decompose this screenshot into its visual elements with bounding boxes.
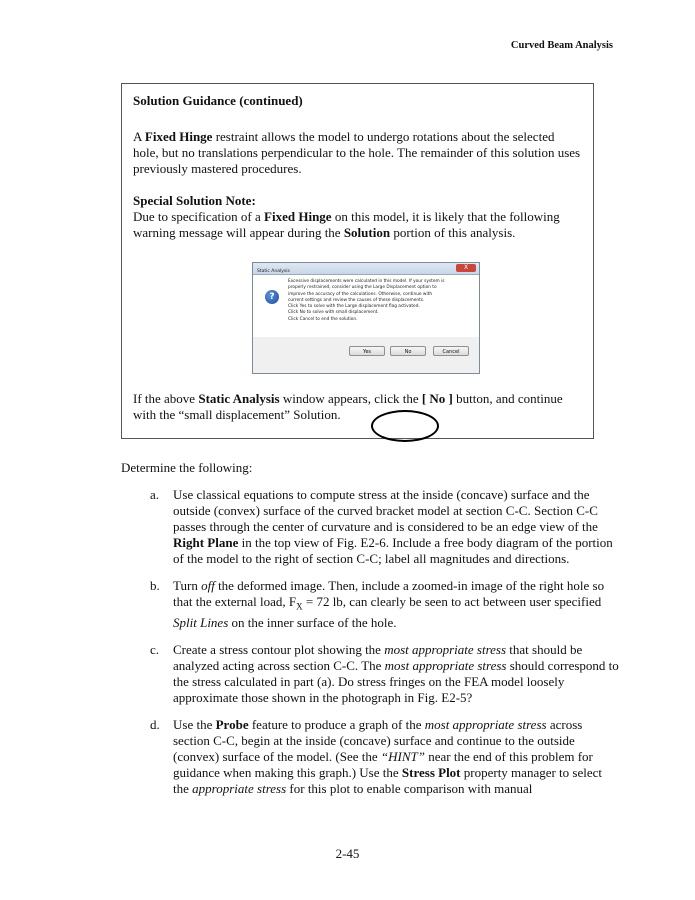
message-line: Click Yes to solve with the Large displacement flag activated. <box>288 304 420 310</box>
item-letter: d. <box>150 716 160 732</box>
term-split-lines: Split Lines <box>173 614 229 630</box>
item-text: Use classical equations to compute stress at the inside (concave) surface and the outside (convex) surface of the curved bracket model at section C-C. Section C-C passes through the center of curvature and is considered to be an edge view of the Right Plane in the top view of Fig. E2-6. Include a free body diagram of the portion of the model to the right of section C-C; label all magnitudes and directions. <box>173 487 613 566</box>
list-item <box>150 487 620 567</box>
term-fixed-hinge: Fixed Hinge <box>264 209 332 224</box>
term-appropriate-stress: appropriate stress <box>192 780 287 796</box>
dialog-body <box>253 275 479 337</box>
special-note-paragraph: Due to specification of a Fixed Hinge on this model, it is likely that the following warning message will appear during the Solution portion of this analysis. <box>133 209 560 240</box>
message-line: Click Cancel to end the solution. <box>288 316 358 322</box>
term-most-appropriate-stress: most appropriate stress <box>424 716 547 732</box>
list-item <box>150 578 620 631</box>
term-static-analysis: Static Analysis <box>198 391 280 406</box>
close-icon[interactable]: X <box>456 264 476 272</box>
dialog-message <box>288 279 468 323</box>
term-right-plane: Right Plane <box>173 535 239 550</box>
solution-guidance-box <box>121 83 594 439</box>
term-stress-plot: Stress Plot <box>401 764 461 780</box>
message-line: Excessive displacements were calculated in this model. If your system is <box>288 279 445 284</box>
message-line: current settings and review the causes of these displacements. <box>288 297 425 303</box>
message-line: Click No to solve with small displacement. <box>288 310 379 316</box>
task-list <box>150 487 620 808</box>
term-most-appropriate-stress: most appropriate stress <box>384 641 507 657</box>
item-text: Turn off the deformed image. Then, include a zoomed-in image of the right hole so that the external load, $F_X = 72$ lb, can clearly be seen to act between user specified Split Lines on the inner surface of the hole. <box>173 578 605 630</box>
after-dialog-paragraph: If the above Static Analysis window appears, click the [ No ] button, and continue with the “small displacement” Solution. <box>133 391 563 422</box>
item-letter: a. <box>150 487 160 502</box>
term-most-appropriate-stress: most appropriate stress <box>384 657 507 673</box>
list-item <box>150 717 620 797</box>
box-title: Solution Guidance (continued) <box>133 93 303 108</box>
term-solution: Solution <box>343 225 391 240</box>
dialog-title: Static Analysis <box>257 269 290 274</box>
special-note-title: Special Solution Note: <box>133 193 256 208</box>
term-no: [ No ] <box>421 391 453 406</box>
yes-button[interactable]: Yes <box>349 346 385 356</box>
item-letter: c. <box>150 641 160 657</box>
determine-heading: Determine the following: <box>121 460 253 475</box>
list-item <box>150 642 620 706</box>
dialog-titlebar <box>253 263 479 275</box>
term-probe: Probe <box>215 716 249 732</box>
running-header: Curved Beam Analysis <box>510 40 613 51</box>
term-fixed-hinge: Fixed Hinge <box>144 129 213 144</box>
no-button[interactable]: No <box>390 346 426 356</box>
message-line: improve the accuracy of the calculations. Otherwise, continue with <box>288 291 433 297</box>
page-number: 2-45 <box>335 846 360 861</box>
item-letter: b. <box>150 578 160 593</box>
static-analysis-dialog <box>252 262 480 374</box>
item-text: Create a stress contour plot showing the most appropriate stress that should be analyzed acting across section C-C. The most appropriate stress should correspond to the stress calculated in part (a). Do stress fringes on the FEA model loosely approximate those shown in the photograph in Fig. E2-5? <box>173 641 619 705</box>
item-text: Use the Probe feature to produce a graph of the most appropriate stress across section C-C, begin at the inside (concave) surface and continue to the outside (convex) surface of the model. (See the “HINT” near the end of this problem for guidance when making this graph.) Use the Stress Plot property manager to select the appropriate stress for this plot to enable comparison with manual <box>173 716 603 796</box>
term-hint: “HINT” <box>380 748 425 764</box>
question-icon: ? <box>265 290 279 304</box>
term-off: off <box>201 578 215 593</box>
subscript-x: X <box>296 601 303 612</box>
cancel-button[interactable]: Cancel <box>433 346 469 356</box>
dialog-footer <box>253 338 479 374</box>
message-line: properly restrained, consider using the Large Displacement option to <box>288 285 437 291</box>
fixed-hinge-paragraph: A Fixed Hinge restraint allows the model to undergo rotations about the selected hole, but no translations perpendicular to the hole. The remainder of this solution uses previously mastered procedures. <box>133 129 581 176</box>
